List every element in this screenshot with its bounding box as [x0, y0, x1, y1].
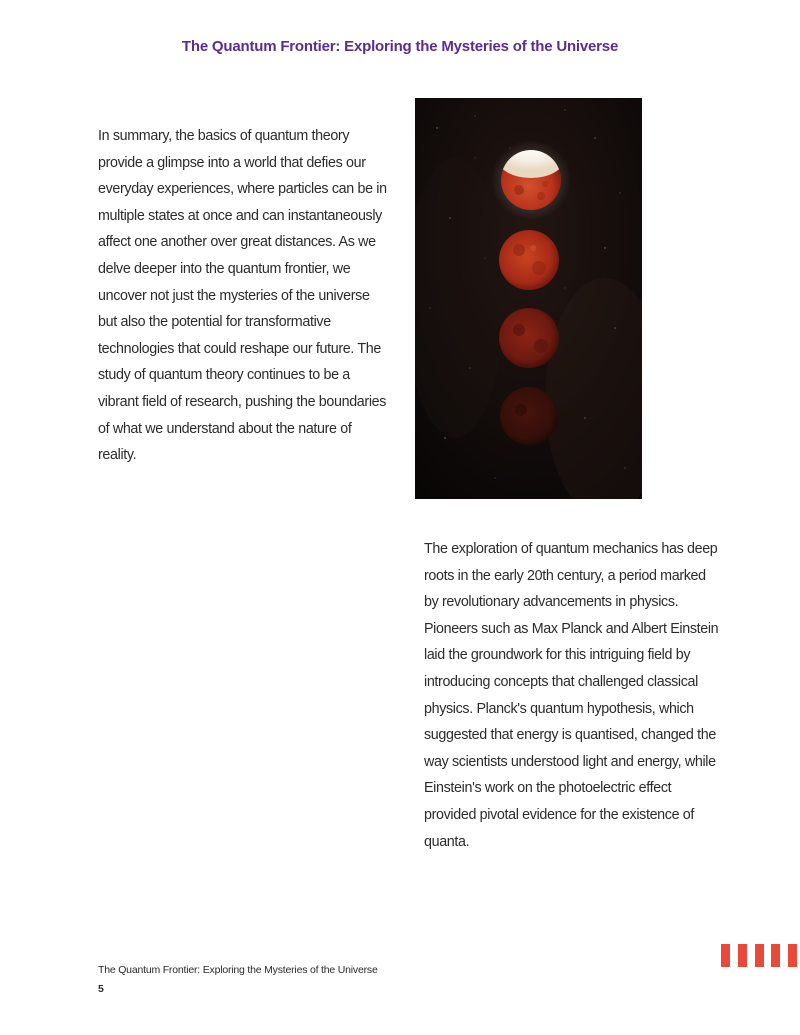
decorative-bars — [721, 944, 797, 967]
body-paragraph-summary: In summary, the basics of quantum theory provide a glimpse into a world that defies our everyday experiences, where particles can be in multiple states at once and can instantaneously affect one another over great distances. As we delve deeper into the quantum frontier, we uncover not just the mysteries of the universe but also the potential for transformative technologies that could reshape our future. The study of quantum theory continues to be a vibrant field of research, pushing the boundaries of what we understand about the nature of reality. — [98, 128, 387, 464]
page-number: 5 — [98, 983, 104, 995]
decorative-bar — [771, 944, 780, 967]
decorative-bar — [755, 944, 764, 967]
page-title: The Quantum Frontier: Exploring the Mysteries of the Universe — [181, 38, 619, 55]
footer-document-title: The Quantum Frontier: Exploring the Mysteries of the Universe — [98, 964, 378, 976]
decorative-bar — [721, 944, 730, 967]
decorative-bar — [738, 944, 747, 967]
lunar-eclipse-photo — [415, 98, 642, 499]
body-paragraph-history: The exploration of quantum mechanics has deep roots in the early 20th century, a period marked by revolutionary advancements in physics. Pioneers such as Max Planck and Albert Einstein laid the groundwork for this intriguing field by introducing concepts that challenged classical physics. Planck's quantum hypothesis, which suggested that energy is quantised, changed the way scientists understood light and energy, while Einstein's work on the photoelectric effect provided pivotal evidence for the existence of quanta. — [424, 541, 719, 850]
decorative-bar — [788, 944, 797, 967]
lunar-eclipse-illustration — [415, 98, 642, 499]
